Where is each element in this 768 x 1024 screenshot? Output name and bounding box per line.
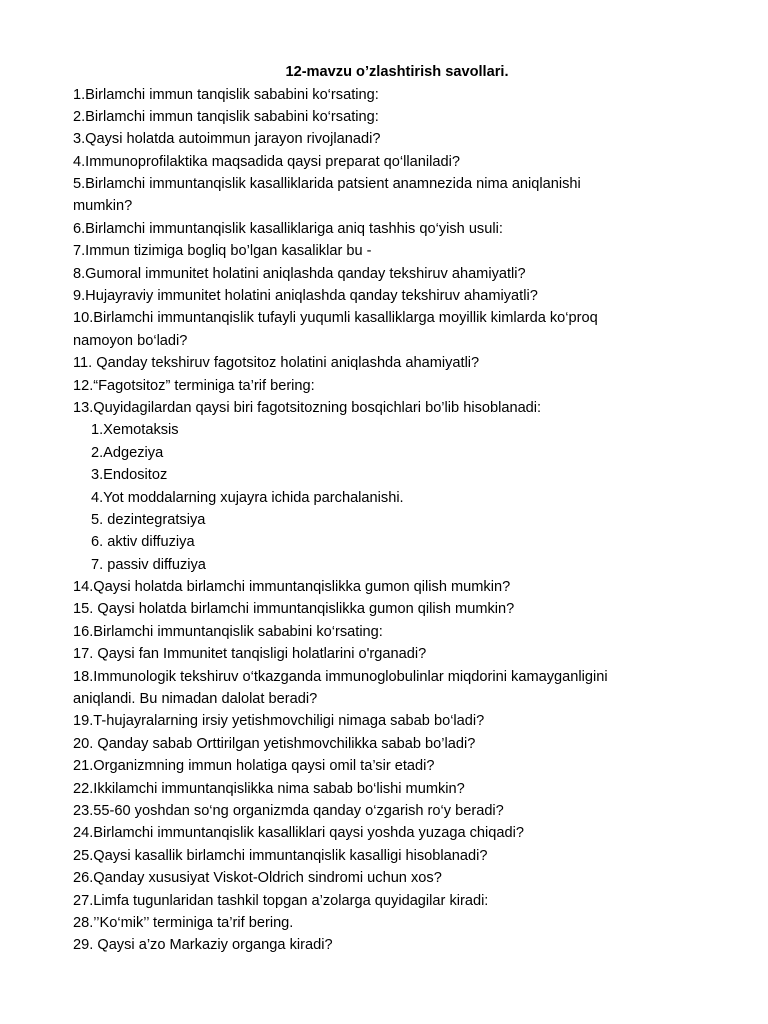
question-line: 10.Birlamchi immuntanqislik tufayli yuqumli kasalliklarga moyillik kimlarda ko‘proq <box>73 310 598 327</box>
answer-option: 4.Yot moddalarning xujayra ichida parchalanishi. <box>91 489 404 506</box>
answer-option: 2.Adgeziya <box>91 444 164 461</box>
question-line: 8.Gumoral immunitet holatini aniqlashda qanday tekshiruv ahamiyatli? <box>73 265 526 282</box>
question-line: 13.Quyidagilardan qaysi biri fagotsitozning bosqichlari bo’lib hisoblanadi: <box>73 399 542 416</box>
question-line: 27.Limfa tugunlaridan tashkil topgan a’zolarga quyidagilar kiradi: <box>73 892 489 909</box>
question-line: 24.Birlamchi immuntanqislik kasalliklari qaysi yoshda yuzaga chiqadi? <box>73 825 524 842</box>
question-line: 28.’’Ko‘mik’’ terminiga ta’rif bering. <box>73 914 294 931</box>
question-line: 9.Hujayraviy immunitet holatini aniqlashda qanday tekshiruv ahamiyatli? <box>73 288 538 305</box>
question-line: 12.“Fagotsitoz” terminiga ta’rif bering: <box>73 377 315 394</box>
question-line: 22.Ikkilamchi immuntanqislikka nima sabab bo‘lishi mumkin? <box>73 780 465 797</box>
answer-option: 1.Xemotaksis <box>91 422 179 439</box>
question-line: 16.Birlamchi immuntanqislik sababini ko‘rsating: <box>73 623 383 640</box>
question-line: 17. Qaysi fan Immunitet tanqisligi holatlarini o'rganadi? <box>73 646 427 663</box>
question-line: 1.Birlamchi immun tanqislik sababini ko‘rsating: <box>73 86 379 103</box>
question-line: 5.Birlamchi immuntanqislik kasalliklarida patsient anamnezida nima aniqlanishi <box>73 176 581 193</box>
question-line: 4.Immunoprofilaktika maqsadida qaysi preparat qo‘llaniladi? <box>73 153 460 170</box>
question-line: 20. Qanday sabab Orttirilgan yetishmovchilikka sabab bo’ladi? <box>73 735 476 752</box>
question-line: 18.Immunologik tekshiruv o‘tkazganda immunoglobulinlar miqdorini kamayganligini <box>73 668 608 685</box>
question-line: 19.T-hujayralarning irsiy yetishmovchiligi nimaga sabab bo‘ladi? <box>73 713 485 730</box>
question-line: 3.Qaysi holatda autoimmun jarayon rivojlanadi? <box>73 131 381 148</box>
question-line: 25.Qaysi kasallik birlamchi immuntanqislik kasalligi hisoblanadi? <box>73 847 488 864</box>
question-line-continuation: aniqlandi. Bu nimadan dalolat beradi? <box>73 691 318 708</box>
question-line-continuation: namoyon bo‘ladi? <box>73 332 188 349</box>
question-line: 23.55-60 yoshdan so‘ng organizmda qanday o‘zgarish ro‘y beradi? <box>73 803 504 819</box>
question-line: 11. Qanday tekshiruv fagotsitoz holatini aniqlashda ahamiyatli? <box>73 355 480 372</box>
answer-option: 6. aktiv diffuziya <box>91 534 195 551</box>
question-line: 7.Immun tizimiga bogliq bo’lgan kasaliklar bu - <box>73 243 372 260</box>
question-line: 14.Qaysi holatda birlamchi immuntanqislikka gumon qilish mumkin? <box>73 579 511 596</box>
question-line: 2.Birlamchi immun tanqislik sababini ko‘rsating: <box>73 108 379 125</box>
answer-option: 7. passiv diffuziya <box>91 556 206 573</box>
document-title: 12-mavzu o’zlashtirish savollari. <box>285 64 509 80</box>
question-list <box>73 84 703 957</box>
question-line: 15. Qaysi holatda birlamchi immuntanqislikka gumon qilish mumkin? <box>73 601 515 618</box>
question-line: 21.Organizmning immun holatiga qaysi omil ta’sir etadi? <box>73 758 435 775</box>
answer-option: 5. dezintegratsiya <box>91 511 206 528</box>
answer-option: 3.Endositoz <box>91 467 168 484</box>
question-line: 6.Birlamchi immuntanqislik kasalliklariga aniq tashhis qo‘yish usuli: <box>73 220 503 237</box>
question-line: 26.Qanday xususiyat Viskot-Oldrich sindromi uchun xos? <box>73 870 442 887</box>
question-line-continuation: mumkin? <box>73 198 133 215</box>
question-line: 29. Qaysi a’zo Markaziy organga kiradi? <box>73 937 333 954</box>
